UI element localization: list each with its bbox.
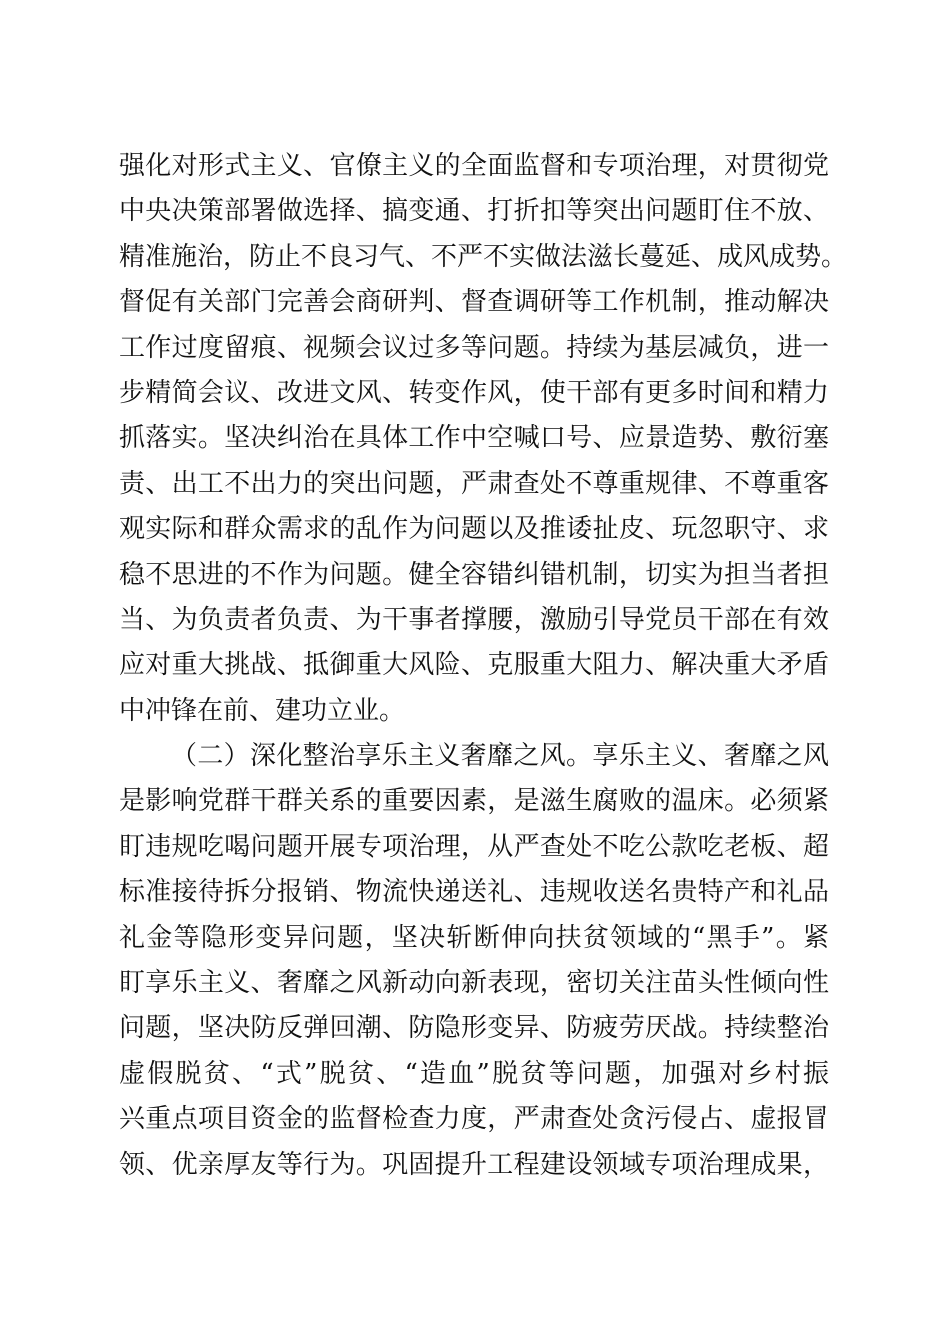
text-line: 盯享乐主义、奢靡之风新动向新表现，密切关注苗头性倾向性: [119, 968, 829, 999]
section-heading-line: （二）深化整治享乐主义奢靡之风。享乐主义、奢靡之风: [171, 741, 829, 772]
text-line: 问题，坚决防反弹回潮、防隐形变异、防疲劳厌战。持续整治: [119, 1013, 829, 1044]
text-line: 中冲锋在前、建功立业。: [119, 695, 406, 726]
text-line: 当、为负责者负责、为干事者撑腰，激励引导党员干部在有效: [119, 604, 829, 635]
text-line: 兴重点项目资金的监督检查力度，严肃查处贪污侵占、虚报冒: [119, 1104, 829, 1135]
text-line: 标准接待拆分报销、物流快递送礼、违规收送名贵特产和礼品: [119, 877, 829, 908]
text-line: 工作过度留痕、视频会议过多等问题。持续为基层减负，进一: [119, 332, 829, 363]
text-line: 观实际和群众需求的乱作为问题以及推诿扯皮、玩忽职守、求: [119, 514, 829, 545]
text-line: 虚假脱贫、“式”脱贫、“造血”脱贫等问题，加强对乡村振: [119, 1058, 829, 1089]
text-line: 精准施治，防止不良习气、不严不实做法滋长蔓延、成风成势。: [119, 241, 848, 272]
text-line: 稳不思进的不作为问题。健全容错纠错机制，切实为担当者担: [119, 559, 829, 590]
text-line: 领、优亲厚友等行为。巩固提升工程建设领域专项治理成果，: [119, 1149, 829, 1180]
text-line: 中央决策部署做选择、搞变通、打折扣等突出问题盯住不放、: [119, 196, 829, 227]
text-line: 责、出工不出力的突出问题，严肃查处不尊重规律、不尊重客: [119, 468, 829, 499]
text-line: 督促有关部门完善会商研判、督查调研等工作机制，推动解决: [119, 287, 829, 318]
paragraph-1: [119, 144, 848, 734]
text-line: 应对重大挑战、抵御重大风险、克服重大阻力、解决重大矛盾: [119, 650, 829, 681]
text-line: 是影响党群干群关系的重要因素，是滋生腐败的温床。必须紧: [119, 786, 829, 817]
text-line: 抓落实。坚决纠治在具体工作中空喊口号、应景造势、敷衍塞: [119, 423, 829, 454]
paragraph-2: [119, 734, 829, 1188]
text-line: 强化对形式主义、官僚主义的全面监督和专项治理，对贯彻党: [119, 151, 829, 181]
text-line: 步精简会议、改进文风、转变作风，使干部有更多时间和精力: [119, 377, 829, 408]
text-line: 礼金等隐形变异问题，坚决斩断伸向扶贫领域的“黑手”。紧: [119, 922, 829, 953]
text-line: 盯违规吃喝问题开展专项治理，从严查处不吃公款吃老板、超: [119, 831, 829, 862]
body-text: [119, 144, 848, 1188]
